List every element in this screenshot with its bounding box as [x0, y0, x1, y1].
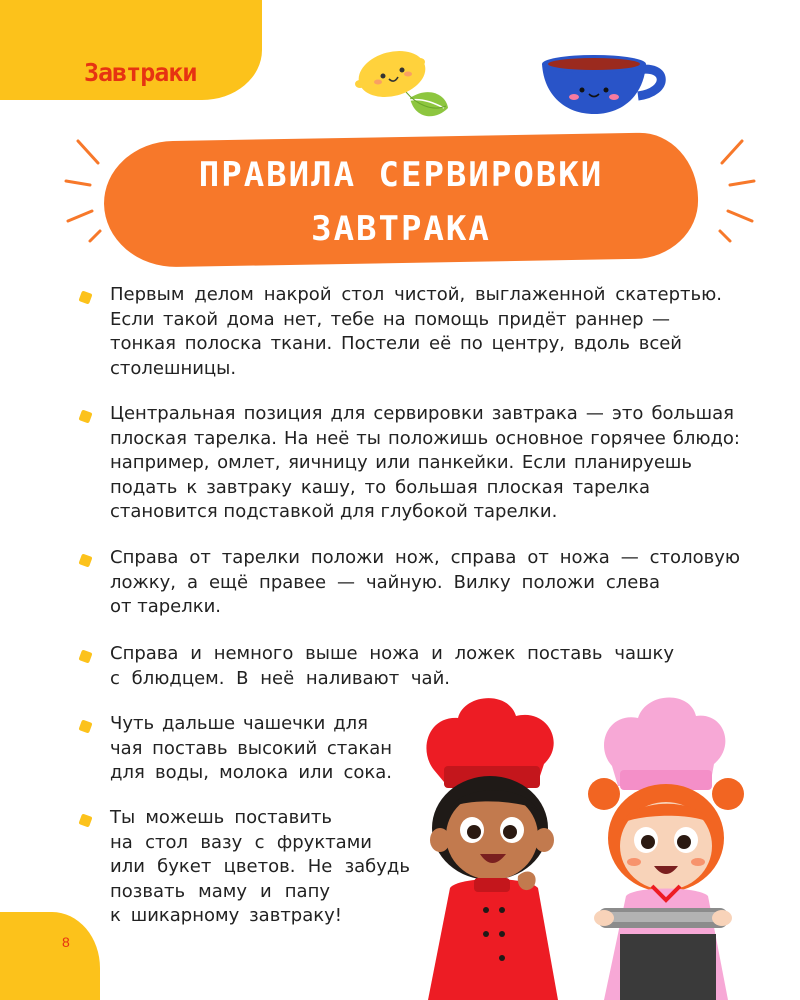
page-title [104, 148, 698, 256]
rule-line: с блюдцем. В неё наливают чай. [110, 667, 450, 689]
bullet-icon [78, 553, 92, 567]
rule-text [110, 402, 740, 525]
rule-line: от тарелки. [110, 596, 222, 617]
rule-line: Если такой дома нет, тебе на помощь придёт раннер — [110, 308, 670, 330]
bullet-icon [78, 290, 92, 304]
title-line-2: ЗАВТРАКА [311, 209, 491, 249]
bullet-icon [78, 719, 92, 733]
rule-line: плоская тарелка. На неё ты положишь основное горячее блюдо: [110, 427, 740, 449]
rule-text [110, 806, 410, 929]
bullet-icon [78, 409, 92, 423]
chef-kids-illustration [398, 690, 800, 1000]
lemon-icon [350, 48, 450, 126]
rule-line: на стол вазу с фруктами [110, 831, 372, 853]
bullet-icon [78, 649, 92, 663]
rule-line: к шикарному завтраку! [110, 905, 342, 926]
rule-text [110, 283, 722, 381]
girl-chef-illustration [588, 697, 744, 1000]
rule-text [110, 642, 674, 691]
footer-corner-shape [0, 912, 100, 1000]
rule-line: например, омлет, яичницу или панкейки. Если планируешь [110, 452, 692, 473]
bullet-icon [78, 813, 92, 827]
rule-line: или букет цветов. Не забудь [110, 856, 410, 877]
rule-line: позвать маму и папу [110, 880, 330, 902]
title-line-1: ПРАВИЛА СЕРВИРОВКИ [198, 155, 604, 195]
rule-line: Справа и немного выше ножа и ложек поставь чашку [110, 643, 674, 664]
rule-line: чая поставь высокий стакан [110, 737, 392, 759]
section-label: Завтраки [84, 58, 197, 87]
rule-text [110, 546, 740, 620]
rule-line: ложку, а ещё правее — чайную. Вилку положи слева [110, 571, 660, 593]
rule-line: Первым делом накрой стол чистой, выглаженной скатертью. [110, 284, 722, 305]
rule-line: Центральная позиция для сервировки завтрака — это большая [110, 403, 734, 424]
boy-chef-illustration [426, 698, 558, 1000]
tea-cup-icon [538, 48, 672, 118]
rule-text [110, 712, 392, 786]
rule-line: становится подставкой для глубокой тарелки. [110, 501, 558, 522]
rule-line: Ты можешь поставить [110, 807, 332, 828]
rays-icon [700, 137, 760, 247]
rule-line: для воды, молока или сока. [110, 762, 392, 783]
rule-line: Чуть дальше чашечки для [110, 713, 368, 734]
rule-line: подать к завтраку кашу, то большая плоская тарелка [110, 476, 650, 498]
rule-line: тонкая полоска ткани. Постели её по центру, вдоль всей [110, 333, 682, 354]
rule-line: Справа от тарелки положи нож, справа от ножа — столовую [110, 547, 740, 568]
rule-line: столешницы. [110, 357, 237, 379]
page-number: 8 [62, 934, 70, 950]
